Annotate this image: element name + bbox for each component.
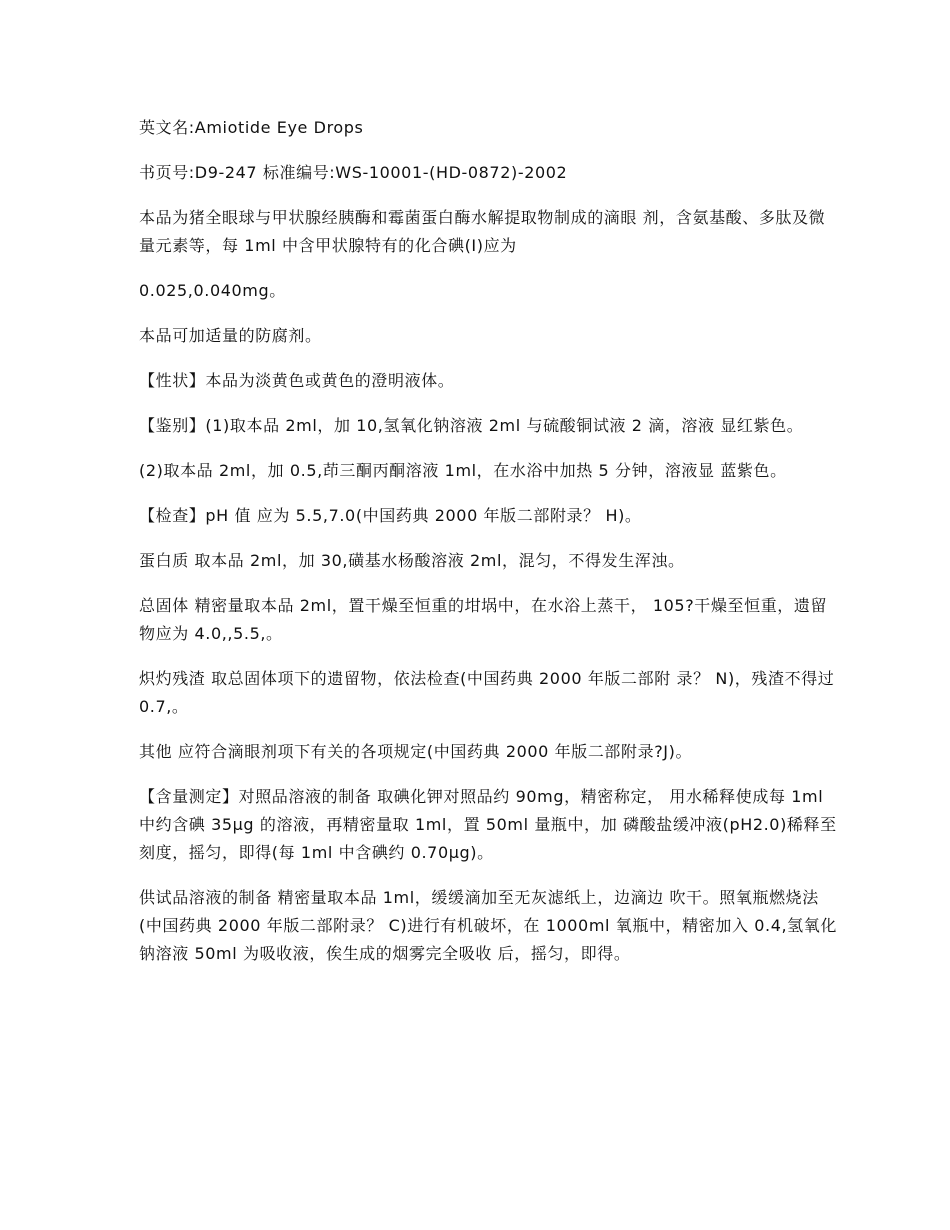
section-assay-reference: 【含量测定】对照品溶液的制备 取碘化钾对照品约 90mg，精密称定， 用水稀释使成每 1ml 中约含碘 35μg 的溶液，再精密量取 1ml，置 50ml 量瓶中，加 磷酸盐缓冲液(pH2.0)稀释至刻度，摇匀，即得(每 1ml 中含碘约 0.70μg)。 <box>139 787 837 862</box>
section-properties: 【性状】本品为淡黄色或黄色的澄明液体。 <box>139 371 455 390</box>
section-identification-2: (2)取本品 2ml，加 0.5,茚三酮丙酮溶液 1ml，在水浴中加热 5 分钟，溶液显 蓝紫色。 <box>139 461 787 480</box>
iodine-content-range: 0.025,0.040mg。 <box>139 281 286 300</box>
inspection-protein: 蛋白质 取本品 2ml，加 30,磺基水杨酸溶液 2ml，混匀，不得发生浑浊。 <box>139 551 685 570</box>
preservative-note: 本品可加适量的防腐剂。 <box>139 326 322 345</box>
assay-test-solution: 供试品溶液的制备 精密量取本品 1ml，缓缓滴加至无灰滤纸上，边滴边 吹干。照氧瓶燃烧法(中国药典 2000 年版二部附录？ C)进行有机破坏，在 1000ml 氧瓶中，精密加入 0.4,氢氧化钠溶液 50ml 为吸收液，俟生成的烟雾完全吸收 后，摇匀，即得。 <box>139 888 837 963</box>
document-body <box>139 114 839 985</box>
section-inspection-ph: 【检查】pH 值 应为 5.5,7.0(中国药典 2000 年版二部附录？ H)。 <box>139 506 642 525</box>
inspection-other: 其他 应符合滴眼剂项下有关的各项规定(中国药典 2000 年版二部附录?J)。 <box>139 742 693 761</box>
english-name-line: 英文名:Amiotide Eye Drops <box>139 118 364 137</box>
section-identification-1: 【鉴别】(1)取本品 2ml，加 10,氢氧化钠溶液 2ml 与硫酸铜试液 2 滴，溶液 显红紫色。 <box>139 416 804 435</box>
page-and-standard-number: 书页号:D9-247 标准编号:WS-10001-(HD-0872)-2002 <box>139 163 568 182</box>
inspection-residue-on-ignition: 炽灼残渣 取总固体项下的遗留物，依法检查(中国药典 2000 年版二部附 录？ N)，残渣不得过 0.7,。 <box>139 669 835 716</box>
inspection-total-solids: 总固体 精密量取本品 2ml，置干燥至恒重的坩埚中，在水浴上蒸干， 105?干燥至恒重，遗留物应为 4.0,,5.5,。 <box>139 596 828 643</box>
product-description: 本品为猪全眼球与甲状腺经胰酶和霉菌蛋白酶水解提取物制成的滴眼 剂，含氨基酸、多肽及微量元素等，每 1ml 中含甲状腺特有的化合碘(I)应为 <box>139 208 826 255</box>
